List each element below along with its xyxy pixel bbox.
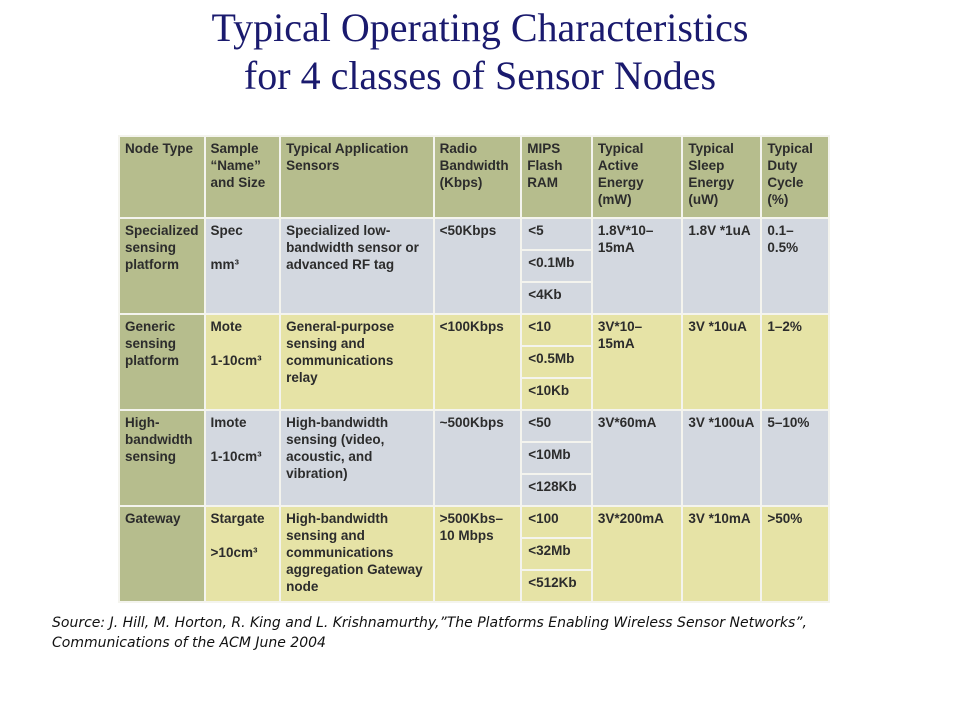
sample-cell bbox=[205, 410, 281, 506]
header-bandwidth: Radio Bandwidth (Kbps) bbox=[434, 136, 522, 218]
flash-cell: <0.5Mb bbox=[521, 346, 592, 378]
ram-cell: <512Kb bbox=[521, 570, 592, 602]
node-type-cell: Gateway bbox=[119, 506, 205, 602]
node-type-cell: Generic sensing platform bbox=[119, 314, 205, 410]
node-type-cell: Specialized sensing platform bbox=[119, 218, 205, 314]
title-line-2: for 4 classes of Sensor Nodes bbox=[243, 53, 717, 98]
header-sensors: Typical Application Sensors bbox=[280, 136, 433, 218]
slide-title bbox=[0, 4, 960, 100]
bandwidth-cell: <50Kbps bbox=[434, 218, 522, 314]
sensors-cell: High-bandwidth sensing and communications aggregation Gateway node bbox=[280, 506, 433, 602]
header-duty-cycle: Typical Duty Cycle (%) bbox=[761, 136, 829, 218]
table-row bbox=[119, 218, 829, 250]
source-citation: Source: J. Hill, M. Horton, R. King and L. Krishnamurthy,”The Platforms Enabling Wireless Sensor Networks”, Communications of the ACM June 2004 bbox=[52, 615, 807, 651]
sensors-cell: High-bandwidth sensing (video, acoustic, and vibration) bbox=[280, 410, 433, 506]
duty-cycle-cell: >50% bbox=[761, 506, 829, 602]
active-energy-cell: 1.8V*10– 15mA bbox=[592, 218, 682, 314]
sample-size: 1-10cm³ bbox=[210, 449, 262, 464]
mips-cell: <50 bbox=[521, 410, 592, 442]
ram-cell: <4Kb bbox=[521, 282, 592, 314]
sample-name: Stargate bbox=[210, 511, 265, 526]
sample-size: >10cm³ bbox=[210, 545, 258, 560]
header-mips: MIPS Flash RAM bbox=[521, 136, 592, 218]
flash-cell: <32Mb bbox=[521, 538, 592, 570]
sensor-node-table bbox=[118, 135, 830, 603]
sleep-energy-cell: 3V *10mA bbox=[682, 506, 761, 602]
ram-cell: <128Kb bbox=[521, 474, 592, 506]
mips-cell: <5 bbox=[521, 218, 592, 250]
sample-size: 1-10cm³ bbox=[210, 353, 262, 368]
sample-size: mm³ bbox=[210, 257, 240, 272]
sample-name: Mote bbox=[210, 319, 243, 334]
header-node-type: Node Type bbox=[119, 136, 205, 218]
active-energy-cell: 3V*60mA bbox=[592, 410, 682, 506]
sleep-energy-cell: 3V *10uA bbox=[682, 314, 761, 410]
mips-cell: <10 bbox=[521, 314, 592, 346]
table-row bbox=[119, 410, 829, 442]
sample-cell bbox=[205, 506, 281, 602]
sensors-cell: Specialized low-bandwidth sensor or advanced RF tag bbox=[280, 218, 433, 314]
flash-cell: <0.1Mb bbox=[521, 250, 592, 282]
header-row bbox=[119, 136, 829, 218]
node-type-cell: High-bandwidth sensing bbox=[119, 410, 205, 506]
header-sleep-energy: Typical Sleep Energy (uW) bbox=[682, 136, 761, 218]
duty-cycle-cell: 5–10% bbox=[761, 410, 829, 506]
mips-cell: <100 bbox=[521, 506, 592, 538]
active-energy-cell: 3V*200mA bbox=[592, 506, 682, 602]
title-line-1: Typical Operating Characteristics bbox=[211, 5, 749, 50]
sample-name: Imote bbox=[210, 415, 247, 430]
bandwidth-cell: ~500Kbps bbox=[434, 410, 522, 506]
flash-cell: <10Mb bbox=[521, 442, 592, 474]
ram-cell: <10Kb bbox=[521, 378, 592, 410]
sample-cell bbox=[205, 218, 281, 314]
sensors-cell: General-purpose sensing and communications relay bbox=[280, 314, 433, 410]
sample-name: Spec bbox=[210, 223, 243, 238]
bandwidth-cell: <100Kbps bbox=[434, 314, 522, 410]
active-energy-cell: 3V*10– 15mA bbox=[592, 314, 682, 410]
table-row bbox=[119, 506, 829, 538]
sleep-energy-cell: 3V *100uA bbox=[682, 410, 761, 506]
table-row bbox=[119, 314, 829, 346]
sample-cell bbox=[205, 314, 281, 410]
duty-cycle-cell: 0.1– 0.5% bbox=[761, 218, 829, 314]
sensor-node-table-image bbox=[118, 135, 830, 594]
sleep-energy-cell: 1.8V *1uA bbox=[682, 218, 761, 314]
header-active-energy: Typical Active Energy (mW) bbox=[592, 136, 682, 218]
header-sample-name: Sample “Name” and Size bbox=[205, 136, 281, 218]
duty-cycle-cell: 1–2% bbox=[761, 314, 829, 410]
bandwidth-cell: >500Kbs– 10 Mbps bbox=[434, 506, 522, 602]
